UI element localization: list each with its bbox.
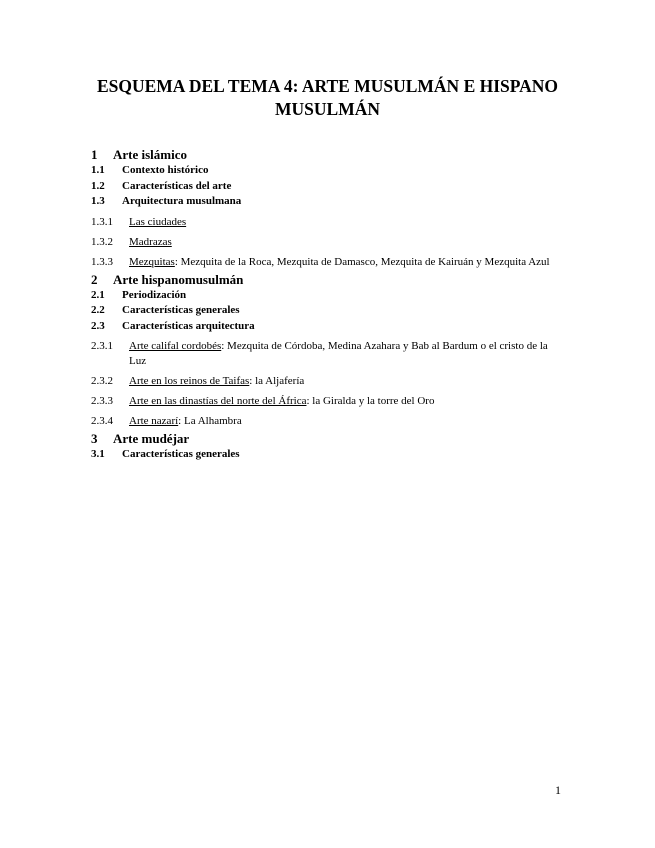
item-text: Periodización bbox=[122, 288, 187, 301]
item-text: Características del arte bbox=[122, 179, 232, 192]
outline-item bbox=[91, 147, 561, 163]
item-number: 1.3.1 bbox=[91, 215, 113, 228]
outline-item bbox=[91, 255, 561, 270]
item-number: 1.3.3 bbox=[91, 255, 113, 268]
outline-item bbox=[91, 319, 561, 335]
item-text: : la Giralda y la torre del Oro bbox=[306, 395, 435, 407]
item-number: 1 bbox=[91, 147, 98, 162]
outline-item bbox=[91, 447, 561, 463]
item-text: Características generales bbox=[122, 448, 240, 460]
outline-item bbox=[91, 303, 561, 319]
item-link[interactable]: Las ciudades bbox=[129, 215, 187, 228]
item-number: 1.1 bbox=[91, 164, 105, 176]
item-text: Arte islámico bbox=[113, 147, 188, 162]
outline-item bbox=[91, 194, 561, 210]
item-number: 2.3.3 bbox=[91, 395, 113, 407]
outline-item bbox=[91, 431, 561, 447]
outline-item bbox=[91, 394, 561, 409]
item-number: 1.2 bbox=[91, 179, 105, 192]
outline-item bbox=[91, 163, 561, 179]
outline-item bbox=[91, 272, 561, 288]
item-link[interactable]: Madrazas bbox=[129, 235, 172, 248]
page-number: 1 bbox=[555, 783, 561, 797]
outline-item bbox=[91, 215, 561, 230]
item-text: : Mezquita de la Roca, Mezquita de Damasco, Mezquita de Kairuán y Mezquita Azul bbox=[174, 255, 550, 268]
item-number: 2.3.4 bbox=[91, 415, 113, 427]
item-number: 2.3.2 bbox=[91, 375, 113, 387]
item-number: 3 bbox=[91, 431, 98, 446]
item-text: Arte mudéjar bbox=[113, 431, 190, 446]
item-number: 1.3.2 bbox=[91, 235, 113, 248]
document-title: ESQUEMA DEL TEMA 4: ARTE MUSULMÁN E HISPANO MUSULMÁN bbox=[96, 76, 559, 119]
item-number: 3.1 bbox=[91, 448, 105, 460]
item-text: : la Aljafería bbox=[249, 375, 305, 387]
item-text: : Mezquita de Córdoba, Medina Azahara y Bab al Bardum o el cristo de la Luz bbox=[129, 340, 548, 367]
item-link[interactable]: Arte califal cordobés bbox=[129, 340, 222, 352]
item-text: Contexto histórico bbox=[122, 164, 209, 176]
item-number: 2.3 bbox=[91, 319, 105, 332]
outline-item bbox=[91, 339, 561, 369]
outline-item bbox=[91, 235, 561, 250]
item-link[interactable]: Mezquitas bbox=[129, 255, 175, 268]
item-link[interactable]: Arte en las dinastías del norte del África bbox=[129, 395, 307, 407]
outline-item bbox=[91, 288, 561, 304]
item-number: 2.2 bbox=[91, 304, 105, 316]
item-number: 2.1 bbox=[91, 288, 105, 301]
item-text: Características generales bbox=[122, 304, 240, 316]
item-number: 2 bbox=[91, 271, 98, 287]
outline-item bbox=[91, 374, 561, 389]
item-link[interactable]: Arte nazarí bbox=[129, 415, 179, 427]
item-number: 1.3 bbox=[91, 195, 105, 207]
item-text: Arte hispanomusulmán bbox=[113, 271, 244, 287]
outline-item bbox=[91, 179, 561, 195]
outline bbox=[91, 145, 561, 463]
item-text: : La Alhambra bbox=[178, 415, 242, 427]
item-number: 2.3.1 bbox=[91, 340, 113, 352]
item-text: Arquitectura musulmana bbox=[122, 195, 242, 207]
item-text: Características arquitectura bbox=[122, 319, 255, 332]
item-link[interactable]: Arte en los reinos de Taifas bbox=[129, 375, 250, 387]
outline-item bbox=[91, 414, 561, 429]
